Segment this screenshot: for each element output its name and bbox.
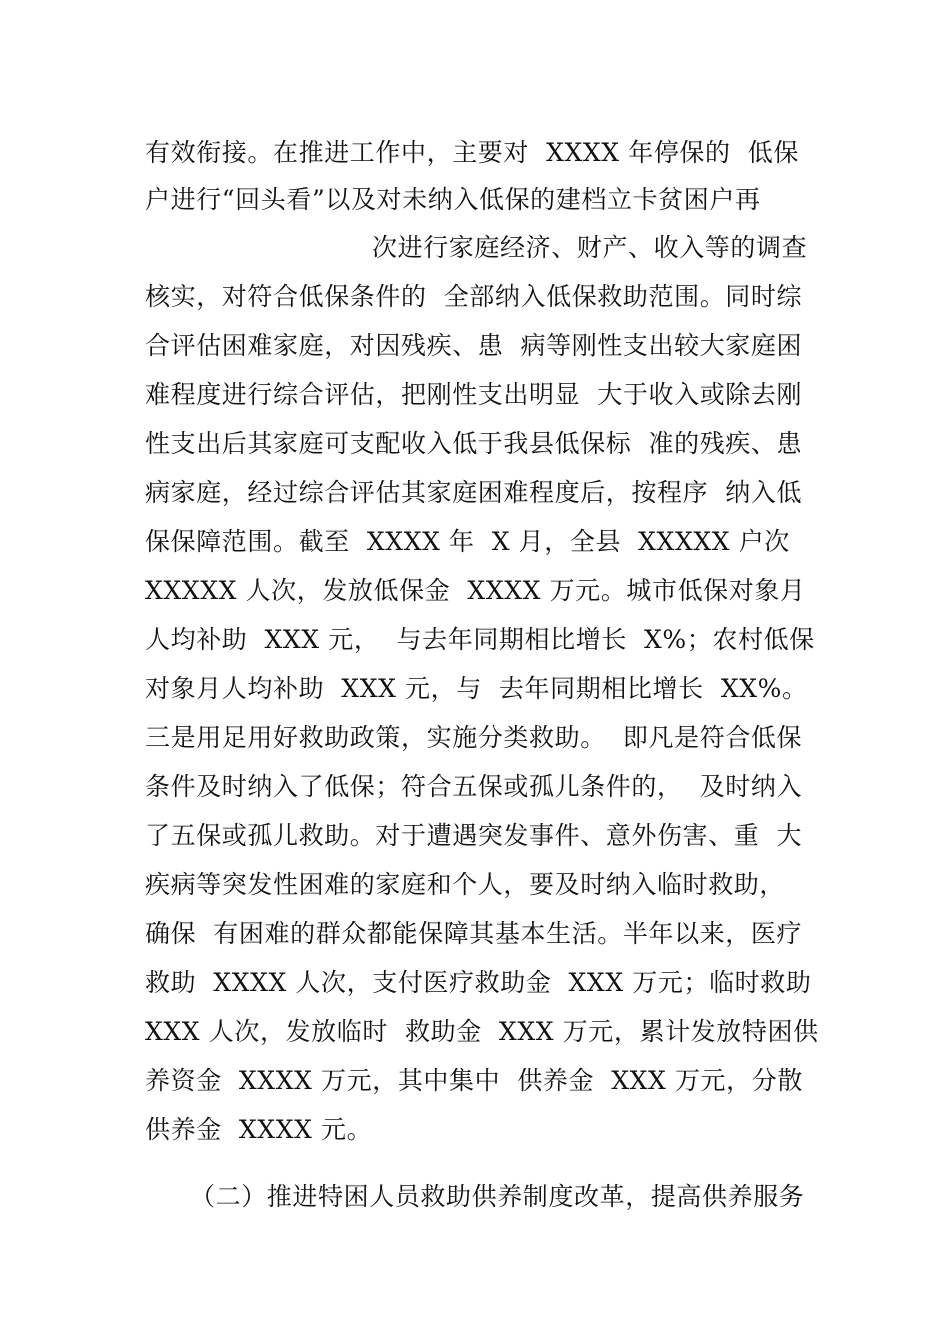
text-line-10: XXXXX 人次，发放低保金 XXXX 万元。城市低保对象月 — [145, 576, 806, 605]
text-line-1: 有效衔接。在推进工作中，主要对 XXXX 年停保的 低保 — [145, 138, 799, 167]
text-line-13: 三是用足用好救助政策，实施分类救助。 即凡是符合低保 — [145, 723, 803, 752]
text-line-20: 养资金 XXXX 万元，其中集中 供养金 XXX 万元，分散 — [145, 1066, 803, 1095]
text-line-3: 次进行家庭经济、财产、收入等的调查 — [372, 233, 808, 262]
text-line-21: 供养金 XXXX 元。 — [145, 1115, 373, 1144]
text-line-8: 病家庭，经过综合评估其家庭困难程度后，按程序 纳入低 — [145, 478, 803, 507]
text-line-15: 了五保或孤儿救助。对于遭遇突发事件、意外伤害、重 大 — [145, 821, 803, 850]
text-line-9: 保保障范围。截至 XXXX 年 X 月，全县 XXXXX 户次 — [145, 527, 790, 556]
text-line-7: 性支出后其家庭可支配收入低于我县低保标 准的残疾、患 — [145, 429, 803, 458]
text-line-16: 疾病等突发性困难的家庭和个人，要及时纳入临时救助， — [145, 870, 786, 899]
text-line-19: XXX 人次，发放临时 救助金 XXX 万元，累计发放特困供 — [145, 1017, 819, 1046]
text-line-11: 人均补助 XXX 元， 与去年同期相比增长 X%；农村低保 — [145, 625, 815, 654]
section-heading-2: （二）推进特困人员救助供养制度改革，提高供养服务 — [190, 1182, 805, 1211]
text-line-5: 合评估困难家庭，对因残疾、患 病等刚性支出较大家庭困 — [145, 331, 803, 360]
text-line-18: 救助 XXXX 人次，支付医疗救助金 XXX 万元；临时救助 — [145, 968, 812, 997]
text-line-17: 确保 有困难的群众都能保障其基本生活。半年以来，医疗 — [145, 919, 803, 948]
text-line-2: 户进行“回头看”以及对未纳入低保的建档立卡贫困户再 — [145, 185, 761, 214]
text-line-14: 条件及时纳入了低保；符合五保或孤儿条件的， 及时纳入 — [145, 772, 803, 801]
text-line-6: 难程度进行综合评估，把刚性支出明显 大于收入或除去刚 — [145, 380, 803, 409]
text-line-4: 核实，对符合低保条件的 全部纳入低保救助范围。同时综 — [145, 282, 803, 311]
text-line-12: 对象月人均补助 XXX 元，与 去年同期相比增长 XX%。 — [145, 674, 808, 703]
